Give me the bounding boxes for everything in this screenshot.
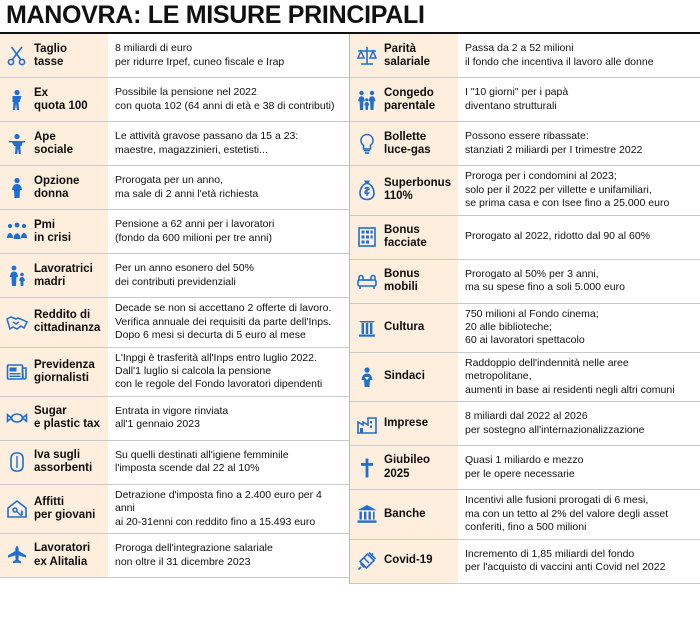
measure-description: Possibile la pensione nel 2022 con quota 102 (64 anni di età e 38 di contributi) — [108, 78, 349, 121]
measure-label: Parità salariale — [384, 34, 458, 77]
measure-description: Le attività gravose passano da 15 a 23: maestre, magazzinieri, estetisti... — [108, 122, 349, 165]
scissors-icon — [0, 34, 34, 77]
measure-row — [350, 34, 700, 78]
measure-description: 750 milioni al Fondo cinema; 20 alle biblioteche; 60 ai lavoratori spettacolo — [458, 304, 700, 352]
measure-label: Lavoratrici madri — [34, 254, 108, 297]
measure-row — [0, 298, 349, 347]
measure-label: Ex quota 100 — [34, 78, 108, 121]
measure-label: Covid-19 — [384, 540, 458, 583]
candy-icon — [0, 397, 34, 440]
measure-description: Passa da 2 a 52 milioni il fondo che incentiva il lavoro alle donne — [458, 34, 700, 77]
measure-description: Prorogato al 50% per 3 anni, ma su spese fino a soli 5.000 euro — [458, 260, 700, 303]
measure-description: Proroga per i condomini al 2023; solo per il 2022 per villette e unifamiliari, se prima casa e con Isee fino a 25.000 euro — [458, 166, 700, 214]
title-bar — [0, 0, 700, 34]
syringe-icon — [350, 540, 384, 583]
page-title: MANOVRA: LE MISURE PRINCIPALI — [6, 1, 425, 29]
measure-row — [350, 353, 700, 402]
building-facade-icon — [350, 216, 384, 259]
measure-description: L'Inpgi è trasferità all'Inps entro luglio 2022. Dall'1 luglio si calcola la pensione con le regole del Fondo lavoratori dipendenti — [108, 348, 349, 396]
bulb-icon — [350, 122, 384, 165]
measure-description: Detrazione d'imposta fino a 2.400 euro per 4 anni ai 20-31enni con reddito fino a 15.493 euro — [108, 485, 349, 533]
measure-description: Possono essere ribassate: stanziati 2 miliardi per I trimestre 2022 — [458, 122, 700, 165]
measure-row — [350, 122, 700, 166]
worker-icon — [0, 122, 34, 165]
measure-description: Su quelli destinati all'igiene femminile l'imposta scende dal 22 al 10% — [108, 441, 349, 484]
newspaper-icon — [0, 348, 34, 396]
mayor-icon — [350, 353, 384, 401]
measure-row — [0, 78, 349, 122]
measure-label: Congedo parentale — [384, 78, 458, 121]
measure-row — [350, 216, 700, 260]
measure-row — [350, 78, 700, 122]
measure-label: Banche — [384, 490, 458, 538]
measure-description: Proroga dell'integrazione salariale non oltre il 31 dicembre 2023 — [108, 534, 349, 577]
column-icon — [350, 304, 384, 352]
measure-label: Cultura — [384, 304, 458, 352]
money-bag-icon — [350, 166, 384, 214]
measure-row — [0, 397, 349, 441]
footer — [0, 616, 700, 627]
right-column — [350, 34, 700, 583]
measure-row — [0, 348, 349, 397]
measure-label: Sindaci — [384, 353, 458, 401]
measure-row — [0, 166, 349, 210]
measure-row — [350, 402, 700, 446]
measure-row — [0, 210, 349, 254]
measure-description: Incentivi alle fusioni prorogati di 6 mesi, ma con un tetto al 2% del valore degli asset conferiti, fino a 500 milioni — [458, 490, 700, 538]
scales-icon — [350, 34, 384, 77]
cross-icon — [350, 446, 384, 489]
measure-row — [0, 122, 349, 166]
measure-label: Bollette luce-gas — [384, 122, 458, 165]
measure-description: 8 miliardi di euro per ridurre Irpef, cuneo fiscale e Irap — [108, 34, 349, 77]
measure-label: Bonus mobili — [384, 260, 458, 303]
left-column — [0, 34, 350, 583]
measure-label: Lavoratori ex Alitalia — [34, 534, 108, 577]
measure-row — [350, 260, 700, 304]
measure-label: Taglio tasse — [34, 34, 108, 77]
measure-label: Reddito di cittadinanza — [34, 298, 108, 346]
handshake-icon — [0, 298, 34, 346]
measure-row — [350, 166, 700, 215]
measure-description: Incremento di 1,85 miliardi del fondo per l'acquisto di vaccini anti Covid nel 2022 — [458, 540, 700, 583]
measure-description: Pensione a 62 anni per i lavoratori (fondo da 600 milioni per tre anni) — [108, 210, 349, 253]
group-icon — [0, 210, 34, 253]
measure-description: Raddoppio dell'indennità nelle aree metropolitane, aumenti in base ai residenti negli altri comuni — [458, 353, 700, 401]
mother-child-icon — [0, 254, 34, 297]
measure-label: Imprese — [384, 402, 458, 445]
family-icon — [350, 78, 384, 121]
measure-description: Entrata in vigore rinviata all'1 gennaio 2023 — [108, 397, 349, 440]
measure-row — [0, 34, 349, 78]
woman-icon — [0, 166, 34, 209]
measure-row — [350, 540, 700, 584]
house-key-icon — [0, 485, 34, 533]
measure-description: Decade se non si accettano 2 offerte di lavoro. Verifica annuale dei requisiti da parte dell'Inps. Dopo 6 mesi si decurta di 5 euro al mese — [108, 298, 349, 346]
measure-row — [0, 485, 349, 534]
armchair-icon — [350, 260, 384, 303]
measure-label: Affitti per giovani — [34, 485, 108, 533]
pad-icon — [0, 441, 34, 484]
measure-description: I "10 giorni" per i papà diventano strutturali — [458, 78, 700, 121]
measure-label: Giubileo 2025 — [384, 446, 458, 489]
bank-icon — [350, 490, 384, 538]
factory-icon — [350, 402, 384, 445]
measure-row — [0, 254, 349, 298]
measure-row — [0, 441, 349, 485]
measure-label: Bonus facciate — [384, 216, 458, 259]
measure-row — [0, 534, 349, 578]
airplane-icon — [0, 534, 34, 577]
measure-label: Ape sociale — [34, 122, 108, 165]
measure-description: 8 miliardi dal 2022 al 2026 per sostegno all'internazionalizzazione — [458, 402, 700, 445]
measure-label: Superbonus 110% — [384, 166, 458, 214]
measure-description: Prorogato al 2022, ridotto dal 90 al 60% — [458, 216, 700, 259]
measure-row — [350, 446, 700, 490]
measures-grid — [0, 34, 700, 583]
measure-label: Iva sugli assorbenti — [34, 441, 108, 484]
measure-row — [350, 490, 700, 539]
measure-label: Previdenza giornalisti — [34, 348, 108, 396]
measure-label: Pmi in crisi — [34, 210, 108, 253]
measure-description: Per un anno esonero del 50% dei contributi previdenziali — [108, 254, 349, 297]
measure-description: Prorogata per un anno, ma sale di 2 anni l'età richiesta — [108, 166, 349, 209]
person-icon — [0, 78, 34, 121]
measure-row — [350, 304, 700, 353]
measure-description: Quasi 1 miliardo e mezzo per le opere necessarie — [458, 446, 700, 489]
measure-label: Sugar e plastic tax — [34, 397, 108, 440]
measure-label: Opzione donna — [34, 166, 108, 209]
